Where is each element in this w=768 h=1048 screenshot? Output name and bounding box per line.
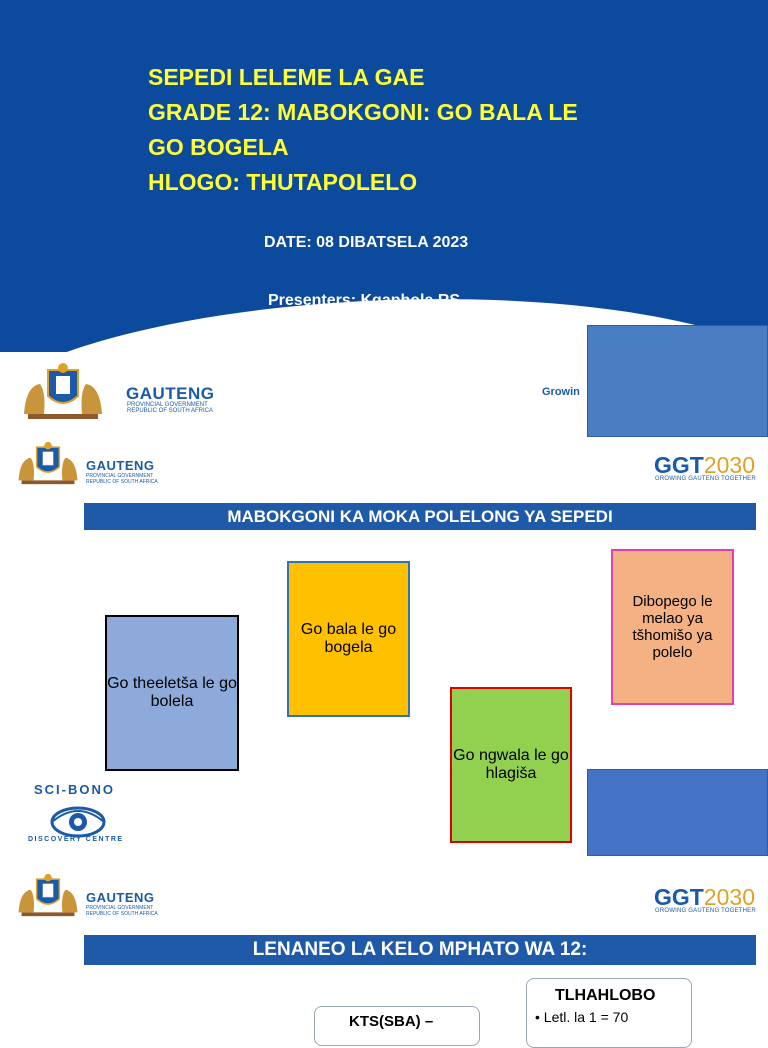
presenter-2-text: Kekae MJ	[384, 320, 458, 337]
blue-rectangle-top	[587, 325, 768, 437]
assessment-banner: LENANEO LA KELO MPHATO WA 12:	[84, 935, 756, 965]
gauteng-crest-icon	[14, 872, 82, 918]
kts-box	[314, 1006, 480, 1046]
gauteng-sub-1: PROVINCIAL GOVERNMENT	[86, 905, 154, 911]
gauteng-wordmark: GAUTENG	[126, 384, 215, 403]
ggt-main: GGT	[654, 452, 704, 478]
gauteng-sub-1: PROVINCIAL GOVERNMENT	[127, 402, 208, 408]
ggt-year: 2030	[703, 452, 756, 478]
gauteng-sub-1: PROVINCIAL GOVERNMENT	[86, 473, 154, 479]
gauteng-wordmark: GAUTENG	[86, 458, 155, 473]
ggt-year: 2030	[703, 884, 756, 910]
title-line-3: GO BOGELA	[148, 134, 289, 160]
date-text: DATE: 08 DIBATSELA 2023	[264, 234, 469, 251]
ggt-main: GGT	[654, 884, 704, 910]
box-language-structures: Dibopego le melao ya tšhomišo ya polelo	[611, 549, 734, 705]
scibono-tagline: DISCOVERY CENTRE	[28, 836, 124, 843]
ggt2030-tagline: GROWING GAUTENG TOGETHER	[655, 476, 756, 482]
gauteng-wordmark: GAUTENG	[86, 890, 155, 905]
title-line-2: GRADE 12: MABOKGONI: GO BALA LE	[148, 99, 578, 125]
kts-label: KTS(SBA) –	[349, 1013, 434, 1030]
gauteng-sub-2: REPUBLIC OF SOUTH AFRICA	[86, 911, 158, 917]
tlhahlobo-item-text: Letl. la 1 = 70	[543, 1009, 629, 1025]
title-line-4: HLOGO: THUTAPOLELO	[148, 169, 418, 195]
title-line-1: SEPEDI LELEME LA GAE	[148, 64, 425, 90]
ggt2030-logo	[654, 452, 755, 479]
box-reading-viewing: Go bala le go bogela	[287, 561, 410, 717]
gauteng-crest-icon	[18, 362, 108, 420]
tlhahlobo-item: • Letl. la 1 = 70	[535, 1009, 629, 1025]
tlhahlobo-title: TLHAHLOBO	[555, 987, 656, 1004]
title-slide-header	[0, 0, 768, 352]
gauteng-crest-icon	[14, 440, 82, 486]
tlhahlobo-box	[526, 978, 692, 1048]
skills-banner: MABOKGONI KA MOKA POLELONG YA SEPEDI	[84, 503, 756, 530]
ggt2030-tagline: GROWING GAUTENG TOGETHER	[655, 908, 756, 914]
scibono-logo	[12, 780, 144, 850]
blue-rectangle-bottom	[587, 769, 768, 856]
box-listening-speaking: Go theeletša le go bolela	[105, 615, 239, 771]
growing-text: Growin	[542, 386, 580, 398]
box-writing-presenting: Go ngwala le go hlagiša	[450, 687, 572, 843]
gauteng-sub-2: REPUBLIC OF SOUTH AFRICA	[127, 408, 214, 414]
ggt2030-logo	[654, 884, 755, 911]
presenters-text: Presenters: Kgaphola RS	[268, 292, 461, 309]
scibono-name: SCI-BONO	[34, 782, 115, 797]
gauteng-sub-2: REPUBLIC OF SOUTH AFRICA	[86, 479, 158, 485]
